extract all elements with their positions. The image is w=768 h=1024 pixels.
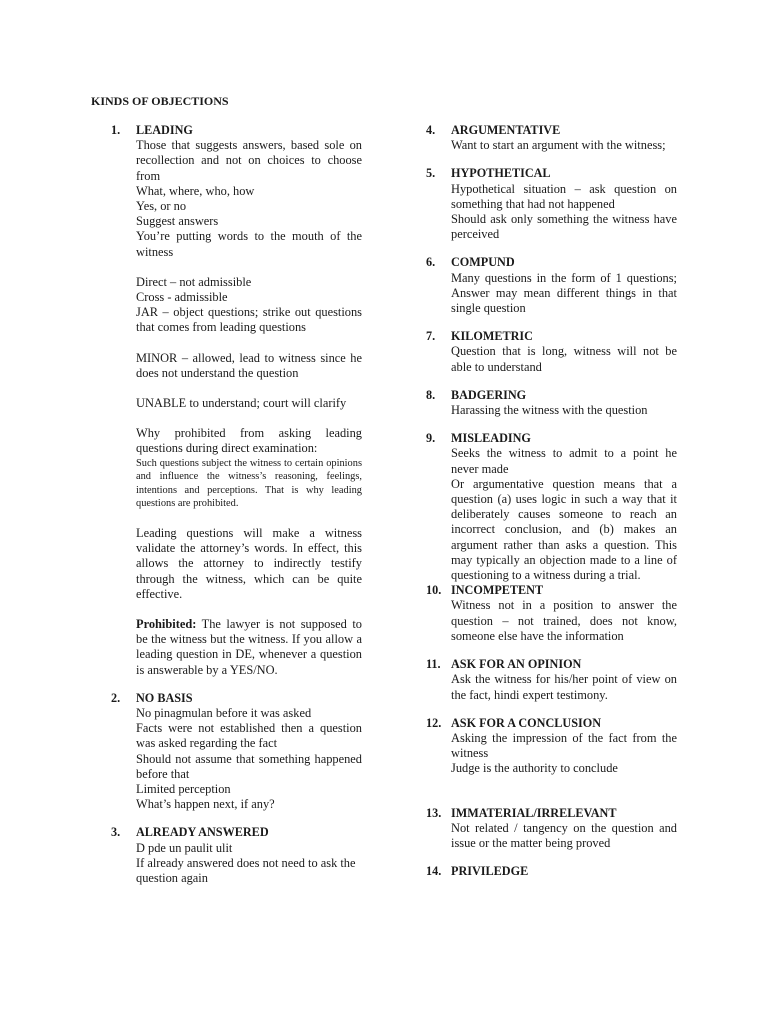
paragraph [136,617,362,678]
item-body [451,138,677,153]
body-text: Why prohibited from asking leading questions during direct examination: [136,426,362,456]
item-number: 9. [426,431,436,446]
item-number: 11. [426,657,441,672]
objection-item [426,388,677,418]
item-body [136,138,362,678]
objection-item [111,825,362,886]
body-text: D pde un paulit ulit [136,840,233,855]
body-text: You’re putting words to the mouth of the witness [136,229,362,259]
body-text: What, where, who, how [136,183,255,198]
body-text: No pinagmulan before it was asked [136,706,312,721]
item-number: 14. [426,864,442,879]
body-text: Cross - admissible [136,290,228,305]
body-text: Suggest answers [136,214,219,229]
body-text: Or argumentative question means that a question (a) uses logic in such a way that it deliberately causes someone to reach an incorrect conclusion, and (b) makes an argument rather than asks a question. This may typically an objection made to a line of questioning to a witness during a trial. [451,476,677,583]
body-text: Want to start an argument with the witness; [451,138,666,153]
objection-item [426,864,677,879]
objection-item [111,123,362,678]
body-text: What’s happen next, if any? [136,797,275,812]
item-heading: ASK FOR A CONCLUSION [451,715,601,730]
right-column [426,123,677,892]
item-heading: PRIVILEDGE [451,864,529,879]
item-heading: BADGERING [451,387,527,402]
item-number: 12. [426,715,442,730]
body-text: Seeks the witness to admit to a point he never made [451,446,677,476]
paragraph [136,275,362,336]
bold-label: Prohibited: [136,617,197,632]
page-title: KINDS OF OBJECTIONS [91,94,229,108]
body-text: Yes, or no [136,199,187,214]
item-heading: IMMATERIAL/IRRELEVANT [451,805,617,820]
body-text: UNABLE to understand; court will clarify [136,396,347,411]
objection-item [426,657,677,703]
item-number: 6. [426,255,436,270]
item-number: 1. [111,123,121,137]
body-text: Many questions in the form of 1 questions; Answer may mean different things in that single question [451,270,677,316]
objection-item [426,583,677,644]
paragraph [136,426,362,511]
item-body [451,821,677,851]
body-text: MINOR – allowed, lead to witness since he does not understand the question [136,350,362,380]
objection-item [426,806,677,852]
objection-item [426,716,677,777]
item-heading: HYPOTHETICAL [451,166,551,181]
body-text: Should ask only something the witness have perceived [451,212,677,242]
objection-item [111,691,362,813]
body-text: Question that is long, witness will not be able to understand [451,344,677,374]
item-number: 7. [426,329,436,344]
objection-item [426,431,677,583]
body-text: Those that suggests answers, based sole on recollection and not on choices to choose from [136,138,362,183]
objection-item [426,123,677,153]
body-text: Judge is the authority to conclude [451,761,618,776]
left-column [111,123,362,899]
body-text: Facts were not established then a question was asked regarding the fact [136,721,362,751]
item-body [451,672,677,702]
item-body [451,446,677,583]
item-heading: LEADING [136,123,193,137]
item-number: 2. [111,690,121,705]
item-number: 4. [426,123,436,137]
body-text: Limited perception [136,782,231,797]
item-body [451,403,677,418]
item-heading: ASK FOR AN OPINION [451,657,582,672]
item-heading: INCOMPETENT [451,583,544,598]
item-heading: MISLEADING [451,431,531,446]
item-body [451,182,677,243]
item-body [451,598,677,644]
objection-item [426,166,677,242]
item-number: 13. [426,805,442,820]
body-text: Direct – not admissible [136,274,252,289]
item-number: 10. [426,583,442,598]
body-text: Harassing the witness with the question [451,403,648,418]
body-text: JAR – object questions; strike out questions that comes from leading questions [136,305,362,335]
body-text: Witness not in a position to answer the question – not trained, does not know, someone else have the information [451,598,677,643]
item-heading: KILOMETRIC [451,329,533,344]
item-body [136,841,362,887]
item-body [451,731,677,777]
item-heading: ALREADY ANSWERED [136,825,269,840]
small-text: Such questions subject the witness to certain opinions and influence the witness’s reasoning, feelings, intentions and perceptions. That is why leading questions are prohibited. [136,457,362,510]
objection-item [426,255,677,316]
body-text: Asking the impression of the fact from the witness [451,730,677,761]
item-heading: COMPUND [451,255,515,270]
item-heading: NO BASIS [136,690,193,705]
item-heading: ARGUMENTATIVE [451,123,561,137]
item-body [136,706,362,812]
body-text: Not related / tangency on the question and issue or the matter being proved [451,820,677,850]
item-number: 8. [426,387,436,402]
body-text: The lawyer is not supposed to be the witness but the witness. If you allow a leading question in DE, whenever a question is answerable by a YES/NO. [136,617,362,677]
objection-item [426,329,677,375]
body-text: Leading questions will make a witness validate the attorney’s words. In effect, this allows the attorney to indirectly testify through the witness, which can be quite effective. [136,526,362,601]
item-number: 5. [426,166,436,181]
item-number: 3. [111,825,121,840]
item-body [451,344,677,374]
item-body [451,271,677,317]
body-text: Hypothetical situation – ask question on something that had not happened [451,181,677,211]
body-text: Should not assume that something happened before that [136,751,362,781]
body-text: Ask the witness for his/her point of view on the fact, hindi expert testimony. [451,672,677,702]
body-text: If already answered does not need to ask the question again [136,855,356,886]
